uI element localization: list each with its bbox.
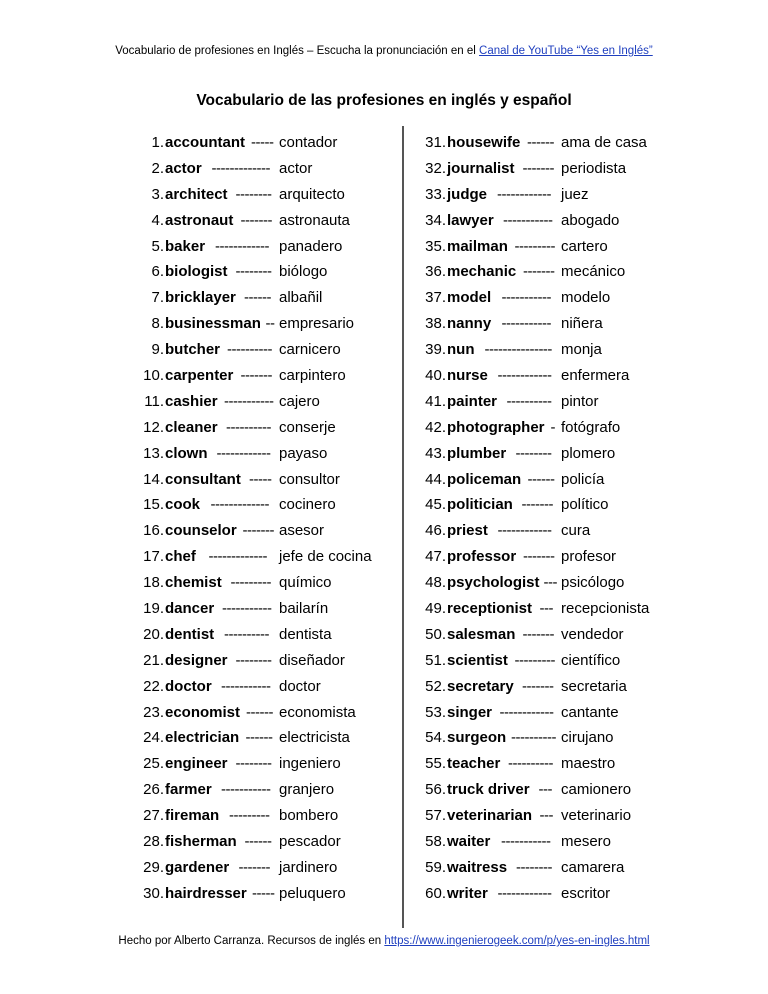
english-word: nanny <box>447 315 492 333</box>
spanish-translation: carpintero <box>279 367 346 385</box>
spanish-translation: astronauta <box>279 211 350 229</box>
english-word: biologist <box>165 263 228 281</box>
item-number: 22. <box>143 677 164 695</box>
item-number: 55. <box>425 755 446 773</box>
item-number: 53. <box>425 703 446 721</box>
dash-separator: ---------- <box>508 755 553 773</box>
item-number: 45. <box>425 496 446 514</box>
header-text: Vocabulario de profesiones en Inglés – Escucha la pronunciación en el <box>115 45 480 57</box>
spanish-translation: mesero <box>561 833 612 851</box>
item-number: 58. <box>425 833 446 851</box>
dash-separator: --------- <box>514 237 555 255</box>
dash-separator: ---------- <box>224 625 269 643</box>
spanish-translation: abogado <box>561 211 620 229</box>
item-number: 1. <box>151 134 164 151</box>
english-word: salesman <box>447 625 516 643</box>
item-number: 35. <box>425 237 446 255</box>
dash-separator: ------------ <box>497 522 552 540</box>
item-number: 52. <box>425 677 446 695</box>
spanish-translation: electricista <box>279 729 350 747</box>
english-word: journalist <box>447 159 515 177</box>
dash-separator: ----------- <box>222 600 272 618</box>
dash-separator: ------ <box>244 289 271 307</box>
dash-separator: ------------ <box>497 884 552 902</box>
item-number: 25. <box>143 755 164 773</box>
english-word: designer <box>165 651 228 669</box>
spanish-translation: cocinero <box>279 496 336 514</box>
item-number: 37. <box>425 289 446 307</box>
dash-separator: ------ <box>245 729 273 747</box>
english-word: plumber <box>447 444 507 462</box>
dash-separator: ------- <box>522 159 554 177</box>
item-number: 2. <box>151 159 164 177</box>
item-number: 38. <box>425 315 446 333</box>
item-number: 46. <box>425 522 446 540</box>
spanish-translation: arquitecto <box>279 185 345 203</box>
spanish-translation: peluquero <box>279 884 346 902</box>
spanish-translation: biólogo <box>279 263 328 281</box>
dash-separator: --- <box>539 600 553 618</box>
item-number: 41. <box>425 392 446 410</box>
item-number: 42. <box>425 418 446 436</box>
dash-separator: ----- <box>249 470 272 488</box>
spanish-translation: policía <box>561 470 605 488</box>
spanish-translation: bombero <box>279 807 339 825</box>
english-word: architect <box>165 185 228 203</box>
dash-separator: -------- <box>516 858 552 876</box>
item-number: 30. <box>143 884 164 902</box>
english-word: chemist <box>165 574 222 592</box>
dash-separator: --- <box>538 781 552 799</box>
item-number: 31. <box>425 134 446 151</box>
item-number: 39. <box>425 341 446 359</box>
spanish-translation: contador <box>279 134 338 151</box>
english-word: professor <box>447 548 517 566</box>
item-number: 20. <box>143 625 164 643</box>
english-word: dentist <box>165 625 215 643</box>
dash-separator: ------------ <box>499 703 554 721</box>
english-word: secretary <box>447 677 514 695</box>
dash-separator: ------- <box>521 496 553 514</box>
english-word: fireman <box>165 807 220 825</box>
item-number: 34. <box>425 211 446 229</box>
english-word: butcher <box>165 341 221 359</box>
spanish-translation: profesor <box>561 548 617 566</box>
dash-separator: - <box>550 418 555 436</box>
dash-separator: ---------- <box>511 729 556 747</box>
spanish-translation: recepcionista <box>561 600 650 618</box>
item-number: 4. <box>151 211 164 229</box>
dash-separator: ------ <box>244 833 272 851</box>
item-number: 49. <box>425 600 446 618</box>
item-number: 17. <box>143 548 164 566</box>
spanish-translation: psicólogo <box>561 574 625 592</box>
english-word: nurse <box>447 367 488 385</box>
spanish-translation: camionero <box>561 781 632 799</box>
spanish-translation: empresario <box>279 315 355 333</box>
english-word: astronaut <box>165 211 234 229</box>
item-number: 28. <box>143 833 164 851</box>
english-word: policeman <box>447 470 522 488</box>
spanish-translation: cirujano <box>561 729 614 747</box>
dash-separator: --------- <box>229 807 270 825</box>
dash-separator: ----------- <box>501 289 551 307</box>
resources-link[interactable]: https://www.ingenierogeek.com/p/yes-en-ingles.html <box>384 935 650 947</box>
dash-separator: -------- <box>235 263 272 281</box>
english-word: hairdresser <box>165 884 247 902</box>
dash-separator: ---------- <box>506 392 552 410</box>
spanish-translation: jardinero <box>279 858 338 876</box>
english-word: model <box>447 289 492 307</box>
item-number: 56. <box>425 781 446 799</box>
english-word: lawyer <box>447 211 494 229</box>
dash-separator: --------- <box>514 651 555 669</box>
dash-separator: ----------- <box>221 677 271 695</box>
english-word: fisherman <box>165 833 237 851</box>
item-number: 18. <box>143 574 164 592</box>
dash-separator: -- <box>265 315 275 333</box>
dash-separator: ------------- <box>210 496 269 514</box>
spanish-translation: fotógrafo <box>561 418 621 436</box>
dash-separator: ------------ <box>215 237 269 255</box>
item-number: 44. <box>425 470 446 488</box>
spanish-translation: panadero <box>279 237 343 255</box>
english-word: baker <box>165 237 206 255</box>
dash-separator: -------- <box>235 755 272 773</box>
item-number: 5. <box>151 237 164 255</box>
item-number: 40. <box>425 367 446 385</box>
dash-separator: ----------- <box>501 315 551 333</box>
english-word: businessman <box>165 315 261 333</box>
item-number: 21. <box>143 651 164 669</box>
item-number: 16. <box>143 522 164 540</box>
english-word: writer <box>447 884 488 902</box>
english-word: judge <box>447 185 487 203</box>
dash-separator: ------ <box>527 134 554 151</box>
item-number: 6. <box>151 263 164 281</box>
english-word: mailman <box>447 237 508 255</box>
dash-separator: ------------ <box>216 444 271 462</box>
english-word: cook <box>165 496 201 514</box>
dash-separator: ---------- <box>227 341 272 359</box>
dash-separator: ------- <box>522 677 554 695</box>
item-number: 24. <box>143 729 164 747</box>
item-number: 33. <box>425 185 446 203</box>
item-number: 36. <box>425 263 446 281</box>
dash-separator: --- <box>543 574 557 592</box>
dash-separator: ----------- <box>501 833 551 851</box>
item-number: 26. <box>143 781 164 799</box>
english-word: gardener <box>165 858 230 876</box>
item-number: 8. <box>151 315 164 333</box>
spanish-translation: químico <box>279 574 332 592</box>
dash-separator: --- <box>539 807 553 825</box>
english-word: priest <box>447 522 488 540</box>
item-number: 47. <box>425 548 446 566</box>
page-header <box>0 43 768 59</box>
spanish-translation: dentista <box>279 625 332 643</box>
spanish-translation: juez <box>561 185 589 203</box>
item-number: 59. <box>425 858 446 876</box>
page-footer <box>0 933 768 949</box>
english-word: economist <box>165 703 241 721</box>
english-word: psychologist <box>447 574 540 592</box>
item-number: 29. <box>143 858 164 876</box>
spanish-translation: pintor <box>561 392 599 410</box>
dash-separator: ----------- <box>221 781 271 799</box>
item-number: 10. <box>143 367 164 385</box>
spanish-translation: niñera <box>561 315 603 333</box>
dash-separator: ------------ <box>497 185 551 203</box>
dash-separator: ----------- <box>224 392 274 410</box>
english-word: nun <box>447 341 475 359</box>
english-word: counselor <box>165 522 237 540</box>
english-word: accountant <box>165 134 246 151</box>
dash-separator: ------ <box>246 703 273 721</box>
spanish-translation: vendedor <box>561 625 624 643</box>
english-word: photographer <box>447 418 545 436</box>
english-word: receptionist <box>447 600 533 618</box>
english-word: singer <box>447 703 493 721</box>
dash-separator: ------- <box>522 625 554 643</box>
spanish-translation: doctor <box>279 677 321 695</box>
dash-separator: ------------ <box>497 367 552 385</box>
item-number: 60. <box>425 884 446 902</box>
spanish-translation: escritor <box>561 884 611 902</box>
english-word: clown <box>165 444 208 462</box>
spanish-translation: cajero <box>279 392 320 410</box>
item-number: 51. <box>425 651 446 669</box>
english-word: veterinarian <box>447 807 533 825</box>
column-divider <box>402 126 404 928</box>
item-number: 3. <box>151 185 164 203</box>
item-number: 57. <box>425 807 446 825</box>
spanish-translation: plomero <box>561 444 616 462</box>
dash-separator: ------- <box>240 211 272 229</box>
english-word: engineer <box>165 755 228 773</box>
dash-separator: ---------- <box>226 418 271 436</box>
spanish-translation: bailarín <box>279 600 329 618</box>
item-number: 27. <box>143 807 164 825</box>
item-number: 14. <box>143 470 164 488</box>
spanish-translation: mecánico <box>561 263 626 281</box>
footer-text: Hecho por Alberto Carranza. Recursos de inglés en <box>118 935 385 947</box>
english-word: cashier <box>165 392 218 410</box>
item-number: 7. <box>151 289 164 307</box>
dash-separator: ------------- <box>208 548 267 566</box>
spanish-translation: científico <box>561 651 621 669</box>
spanish-translation: secretaria <box>561 677 627 695</box>
english-word: bricklayer <box>165 289 236 307</box>
spanish-translation: cartero <box>561 237 608 255</box>
spanish-translation: carnicero <box>279 341 341 359</box>
spanish-translation: político <box>561 496 609 514</box>
dash-separator: ------- <box>523 263 555 281</box>
item-number: 19. <box>143 600 164 618</box>
english-word: cleaner <box>165 418 218 436</box>
item-number: 48. <box>425 574 446 592</box>
dash-separator: -------- <box>515 444 552 462</box>
dash-separator: ------- <box>242 522 274 540</box>
spanish-translation: periodista <box>561 159 627 177</box>
spanish-translation: jefe de cocina <box>279 548 372 566</box>
dash-separator: --------------- <box>484 341 552 359</box>
english-word: actor <box>165 159 202 177</box>
dash-separator: ------ <box>527 470 555 488</box>
spanish-translation: asesor <box>279 522 325 540</box>
spanish-translation: maestro <box>561 755 616 773</box>
page-title: Vocabulario de las profesiones en inglés y español <box>196 92 572 109</box>
spanish-translation: cantante <box>561 703 619 721</box>
dash-separator: -------- <box>235 185 272 203</box>
spanish-translation: consultor <box>279 470 340 488</box>
item-number: 15. <box>143 496 164 514</box>
english-word: farmer <box>165 781 212 799</box>
english-word: dancer <box>165 600 215 618</box>
dash-separator: ------- <box>240 367 272 385</box>
spanish-translation: conserje <box>279 418 336 436</box>
english-word: scientist <box>447 651 508 669</box>
spanish-translation: granjero <box>279 781 335 799</box>
english-word: doctor <box>165 677 212 695</box>
item-number: 13. <box>143 444 164 462</box>
dash-separator: ------------- <box>211 159 270 177</box>
english-word: teacher <box>447 755 501 773</box>
spanish-translation: pescador <box>279 833 341 851</box>
spanish-translation: albañil <box>279 289 323 307</box>
english-word: truck driver <box>447 781 530 799</box>
spanish-translation: camarera <box>561 858 625 876</box>
item-number: 50. <box>425 625 446 643</box>
dash-separator: ----- <box>251 134 274 151</box>
item-number: 12. <box>143 418 164 436</box>
spanish-translation: payaso <box>279 444 328 462</box>
spanish-translation: actor <box>279 159 313 177</box>
spanish-translation: cura <box>561 522 591 540</box>
spanish-translation: monja <box>561 341 602 359</box>
english-word: carpenter <box>165 367 234 385</box>
dash-separator: ----- <box>252 884 275 902</box>
english-word: painter <box>447 392 498 410</box>
spanish-translation: enfermera <box>561 367 630 385</box>
english-word: electrician <box>165 729 240 747</box>
spanish-translation: veterinario <box>561 807 632 825</box>
spanish-translation: ingeniero <box>279 755 341 773</box>
dash-separator: --------- <box>230 574 271 592</box>
spanish-translation: diseñador <box>279 651 345 669</box>
english-word: waiter <box>447 833 491 851</box>
dash-separator: -------- <box>235 651 272 669</box>
item-number: 32. <box>425 159 446 177</box>
dash-separator: ------- <box>523 548 555 566</box>
dash-separator: ------- <box>238 858 270 876</box>
english-word: chef <box>165 548 196 566</box>
dash-separator: ----------- <box>503 211 553 229</box>
english-word: waitress <box>447 858 508 876</box>
english-word: surgeon <box>447 729 507 747</box>
spanish-translation: modelo <box>561 289 611 307</box>
item-number: 43. <box>425 444 446 462</box>
item-number: 11. <box>144 392 164 410</box>
english-word: mechanic <box>447 263 517 281</box>
english-word: consultant <box>165 470 241 488</box>
youtube-channel-link[interactable]: Canal de YouTube “Yes en Inglés” <box>479 45 653 57</box>
english-word: housewife <box>447 134 521 151</box>
spanish-translation: economista <box>279 703 356 721</box>
spanish-translation: ama de casa <box>561 134 647 151</box>
item-number: 23. <box>143 703 164 721</box>
item-number: 54. <box>425 729 446 747</box>
english-word: politician <box>447 496 513 514</box>
item-number: 9. <box>151 341 164 359</box>
